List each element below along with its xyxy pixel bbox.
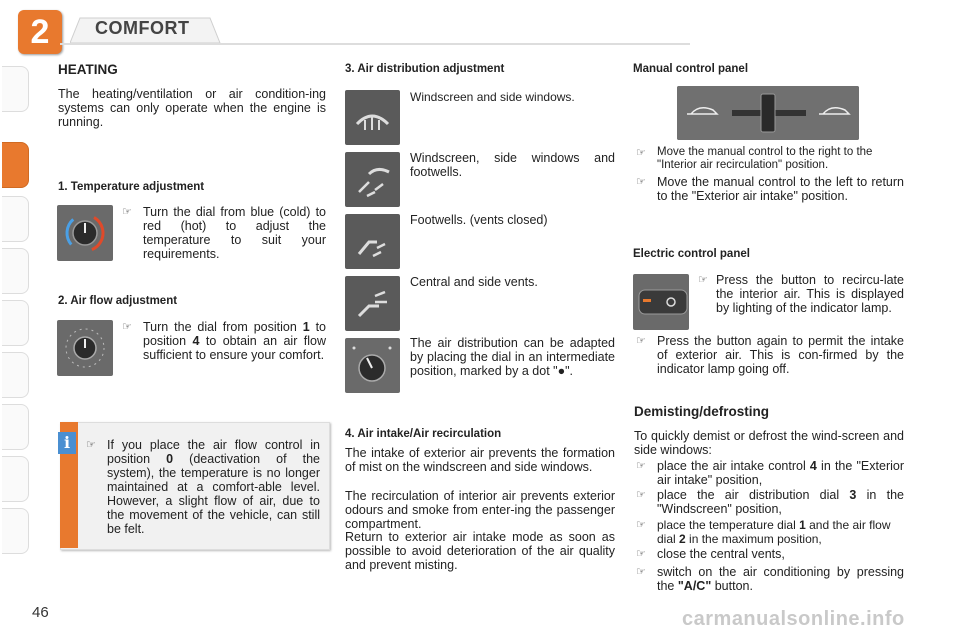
bullet-icon: ☞ [636,519,646,531]
page-number: 46 [32,604,49,621]
manual-panel-title: Manual control panel [633,63,749,75]
distribution-item-3: Footwells. (vents closed) [410,213,548,227]
bullet-icon: ☞ [86,439,96,451]
distribution-title: 3. Air distribution adjustment [345,63,505,75]
info-text: If you place the air flow control in position 0 (deactivation of the system), the temperature is no longer maintained at a comfort-able level. However, a slight flow of air, due to the movement of the vehicle, can still be felt. [107,438,320,536]
chapter-tab-6[interactable] [2,352,29,398]
watermark-text: carmanualsonline.info [682,608,905,630]
airflow-instruction [122,320,326,362]
temperature-title: 1. Temperature adjustment [58,181,205,193]
bullet-icon: ☞ [636,460,646,472]
bullet-icon: ☞ [636,335,646,347]
chapter-tab-7[interactable] [2,404,29,450]
chapter-tab-2[interactable] [2,142,29,188]
intake-p1: The intake of exterior air prevents the formation of mist on the windscreen and side windows. [345,446,615,474]
intake-title: 4. Air intake/Air recirculation [345,428,502,440]
chapter-tab-8[interactable] [2,456,29,502]
header-divider [60,43,690,45]
demisting-title: Demisting/defrosting [634,404,770,419]
info-icon: i [58,432,76,454]
bullet-icon: ☞ [122,321,132,333]
bullet-icon: ☞ [122,206,132,218]
intake-p2: The recirculation of interior air prevents exterior odours and smoke from enter-ing the passenger compartment. [345,489,615,531]
info-box-text [86,438,320,536]
recirculation-button-icon [633,274,689,330]
heating-intro: The heating/ventilation or air condition-ing systems can only operate when the engine is running. [58,87,326,129]
windscreen-footwell-icon [345,152,400,207]
temperature-text: Turn the dial from blue (cold) to red (hot) to adjust the temperature to suit your requirements. [143,205,326,261]
electric-text-1: Press the button to recircu-late the interior air. This is displayed by lighting of the indicator lamp. [716,273,904,315]
temperature-dial-icon [57,205,113,261]
manual-control-slider [677,86,859,140]
electric-bullet-1 [698,273,904,315]
chapter-tab-4[interactable] [2,248,29,294]
chapter-number-badge: 2 [18,10,62,54]
airflow-dial-icon [57,320,113,376]
page-title: COMFORT [95,18,190,38]
demist-step-4-text: close the central vents, [657,547,785,561]
intake-p3: Return to exterior air intake mode as soon as possible to avoid deterioration of the air quality and prevent misting. [345,530,615,572]
manual-text-2: Move the manual control to the left to return to the "Exterior air intake" position. [657,175,904,203]
manual-bullet-2 [636,175,904,203]
demist-step-1 [636,459,904,487]
demist-step-2-text: place the air distribution dial 3 in the "Windscreen" position, [657,488,904,516]
chapter-tab-3[interactable] [2,196,29,242]
bullet-icon: ☞ [636,566,646,578]
airflow-title: 2. Air flow adjustment [58,295,178,307]
bullet-icon: ☞ [636,489,646,501]
heating-title: HEATING [58,62,118,77]
manual-bullet-1 [636,146,904,172]
chapter-tab-9[interactable] [2,508,29,554]
footwell-icon [345,214,400,269]
demist-step-5 [636,565,904,593]
bullet-icon: ☞ [698,274,708,286]
distribution-item-5: The air distribution can be adapted by placing the dial in an intermediate position, marked by a dot "●". [410,336,615,378]
chapter-tab-1[interactable] [2,66,29,112]
central-vents-icon [345,276,400,331]
electric-panel-title: Electric control panel [633,248,750,260]
electric-text-2: Press the button again to permit the intake of exterior air. This is con-firmed by the indicator lamp going off. [657,334,904,376]
bullet-icon: ☞ [636,176,646,188]
demist-step-1-text: place the air intake control 4 in the "Exterior air intake" position, [657,459,904,487]
distribution-item-1: Windscreen and side windows. [410,90,575,104]
bullet-icon: ☞ [636,147,646,159]
distribution-dial-icon [345,338,400,393]
chapter-tab-5[interactable] [2,300,29,346]
demisting-intro: To quickly demist or defrost the wind-screen and side windows: [634,429,904,457]
distribution-item-4: Central and side vents. [410,275,538,289]
temperature-instruction [122,205,326,261]
distribution-item-2: Windscreen, side windows and footwells. [410,151,615,179]
bullet-icon: ☞ [636,548,646,560]
demist-step-2 [636,488,904,516]
demist-step-4 [636,547,904,561]
demist-step-3 [636,518,904,546]
electric-bullet-2 [636,334,904,376]
demist-step-5-text: switch on the air conditioning by pressing the "A/C" button. [657,565,904,593]
manual-text-1: Move the manual control to the right to the "Interior air recirculation" position. [657,146,873,171]
windscreen-defrost-icon [345,90,400,145]
demist-step-3-text: place the temperature dial 1 and the air flow dial 2 in the maximum position, [657,518,891,546]
airflow-text: Turn the dial from position 1 to position 4 to obtain an air flow sufficient to ensure your comfort. [143,320,326,362]
